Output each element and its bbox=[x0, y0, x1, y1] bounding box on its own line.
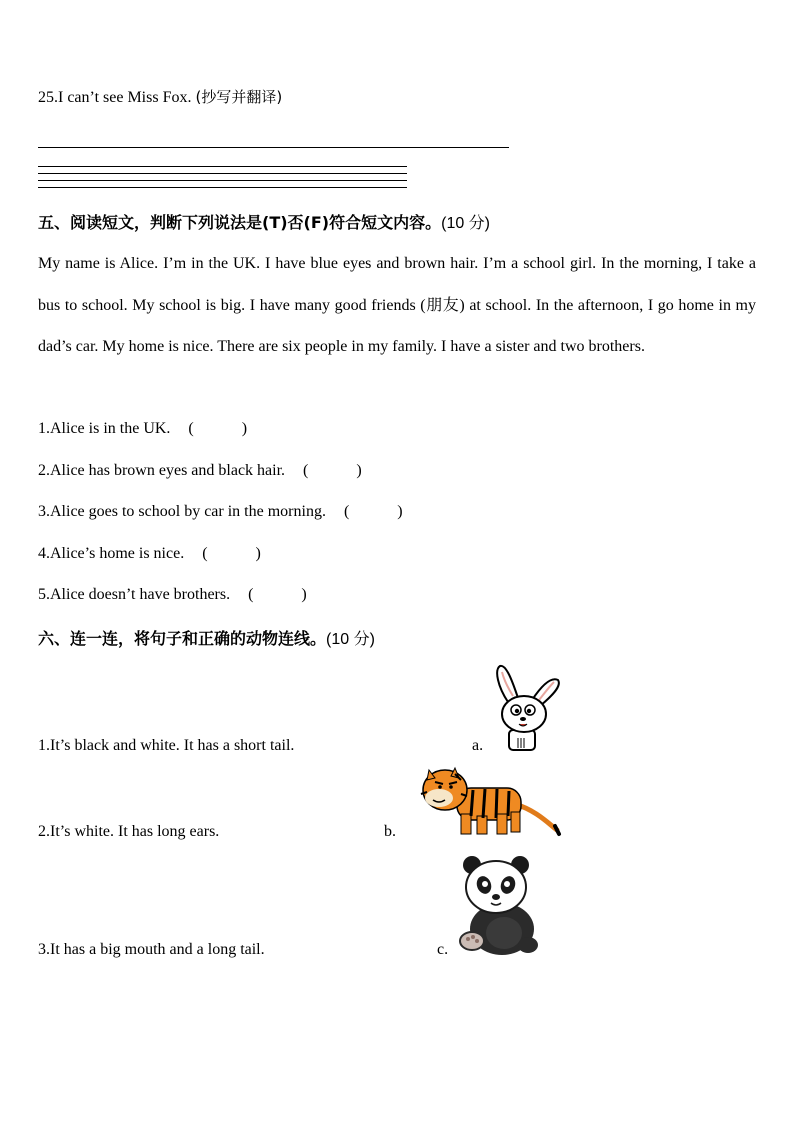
question-25-text: 25.I can’t see Miss Fox. bbox=[38, 89, 192, 106]
match-sentence-3: 3.It has a big mouth and a long tail. bbox=[38, 941, 265, 958]
section-5-heading bbox=[38, 210, 490, 233]
panda-icon[interactable] bbox=[458, 855, 544, 957]
match-sentence-2: 2.It’s white. It has long ears. bbox=[38, 823, 220, 840]
tf-item-3 bbox=[38, 503, 403, 521]
section-5-title: 五、阅读短文，判断下列说法是(T)否(F)符合短文内容。 bbox=[38, 213, 442, 232]
answer-line-1[interactable] bbox=[38, 147, 509, 148]
section-6-title: 六、连一连，将句子和正确的动物连线。 bbox=[38, 629, 327, 648]
tf-answer-blank[interactable]: ( ) bbox=[303, 462, 362, 479]
tf-item-text: 5.Alice doesn’t have brothers. bbox=[38, 586, 231, 603]
section-6-heading bbox=[38, 626, 375, 649]
tf-item-text: 2.Alice has brown eyes and black hair. bbox=[38, 462, 286, 479]
section-5-score: (10 分) bbox=[441, 215, 491, 232]
tf-item-text: 4.Alice’s home is nice. bbox=[38, 545, 185, 562]
answer-line-4[interactable] bbox=[38, 180, 407, 181]
match-sentence-1: 1.It’s black and white. It has a short tail. bbox=[38, 737, 295, 754]
question-25-instruction: (抄写并翻译) bbox=[195, 88, 283, 106]
tf-answer-blank[interactable]: ( ) bbox=[188, 420, 248, 437]
tf-answer-blank[interactable]: ( ) bbox=[202, 545, 261, 562]
question-25 bbox=[38, 86, 282, 107]
section-6-score: (10 分) bbox=[326, 631, 375, 648]
reading-passage: My name is Alice. I’m in the UK. I have blue eyes and brown hair. I’m a school girl. In the morning, I take a bus to school. My school is big. I have many good friends (朋友) at school. In the afternoon, I go home in my dad’s car. My home is nice. There are six people in my family. I have a sister and two brothers. bbox=[38, 255, 756, 355]
tf-answer-blank[interactable]: ( ) bbox=[248, 586, 307, 603]
tf-item-5 bbox=[38, 586, 307, 604]
match-letter-b: b. bbox=[384, 823, 396, 840]
tf-item-1 bbox=[38, 420, 247, 438]
answer-line-3[interactable] bbox=[38, 173, 407, 174]
tf-item-text: 3.Alice goes to school by car in the morning. bbox=[38, 503, 326, 520]
tf-item-text: 1.Alice is in the UK. bbox=[38, 420, 171, 437]
answer-line-5[interactable] bbox=[38, 187, 407, 188]
tiger-icon[interactable] bbox=[415, 764, 563, 838]
answer-line-2[interactable] bbox=[38, 166, 407, 167]
tf-answer-blank[interactable]: ( ) bbox=[343, 503, 403, 520]
rabbit-icon[interactable] bbox=[488, 662, 564, 754]
match-letter-a: a. bbox=[472, 737, 484, 754]
tf-item-4 bbox=[38, 545, 261, 563]
tf-item-2 bbox=[38, 462, 362, 480]
match-letter-c: c. bbox=[437, 941, 449, 958]
